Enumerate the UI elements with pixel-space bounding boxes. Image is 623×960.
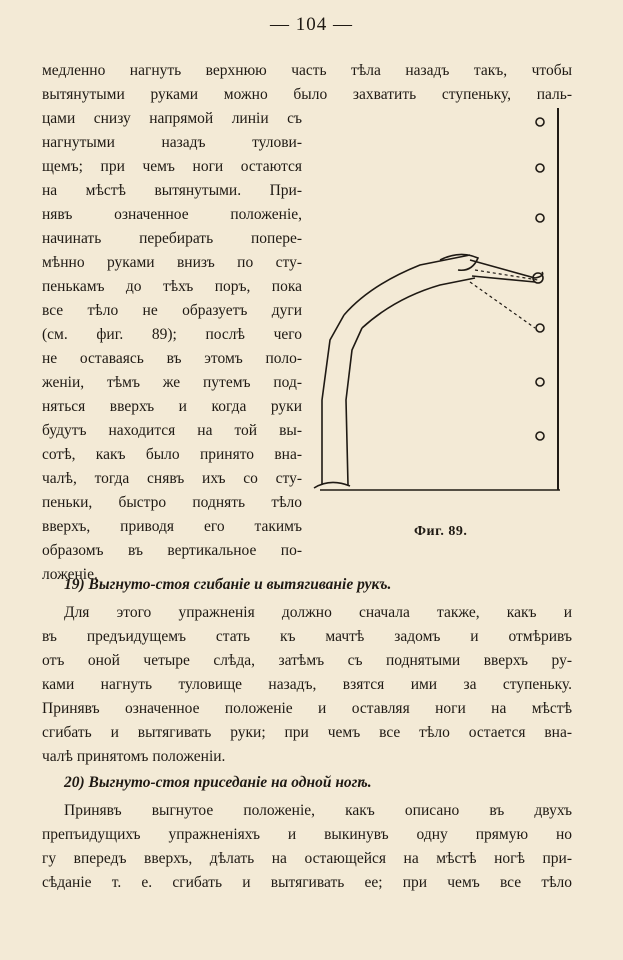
text-line: цами снизу напрямой линіи съ	[42, 110, 302, 127]
text-line: начинать перебирать попере-	[42, 230, 302, 247]
text-line: Принявъ означенное положеніе и оставляя ноги на мѣстѣ	[42, 700, 572, 717]
text-line: женіи, тѣмъ же путемъ под-	[42, 374, 302, 391]
text-line: сотѣ, какъ было принято вна-	[42, 446, 302, 463]
text-line: препъидущихъ упражненіяхъ и выкинувъ одну прямую но	[42, 826, 572, 843]
text-line: гу впередъ вверхъ, дѣлать на остающейся на мѣстѣ ногѣ при-	[42, 850, 572, 867]
text-line: вытянутыми руками можно было захватить ступеньку, паль-	[42, 86, 572, 103]
text-line: на мѣстѣ вытянутыми. При-	[42, 182, 302, 199]
text-line: няться вверхъ и когда руки	[42, 398, 302, 415]
text-line: пенькамъ до тѣхъ поръ, пока	[42, 278, 302, 295]
text-line: ложеніе.	[42, 566, 98, 583]
text-line: все тѣло не образуетъ дуги	[42, 302, 302, 319]
text-line: вверхъ, приводя его такимъ	[42, 518, 302, 535]
figure-caption: Фиг. 89.	[414, 524, 468, 539]
text-line: отъ оной четыре слѣда, затѣмъ съ поднятыми вверхъ ру-	[42, 652, 572, 669]
section-heading: 20) Выгнуто-стоя приседаніе на одной ногѣ.	[64, 774, 372, 791]
text-line: нявъ означенное положеніе,	[42, 206, 302, 223]
text-line: будутъ находится на той вы-	[42, 422, 302, 439]
text-line: чалѣ принятомъ положеніи.	[42, 748, 226, 765]
text-line: мѣнно руками внизъ по сту-	[42, 254, 302, 271]
text-line: образомъ въ вертикальное по-	[42, 542, 302, 559]
text-line: сѣданіе т. е. сгибать и вытягивать ее; при чемъ все тѣло	[42, 874, 572, 891]
page-number: — 104 —	[270, 14, 353, 35]
figure-89-illustration	[300, 100, 585, 500]
section-heading: 19) Выгнуто-стоя сгибаніе и вытягиваніе рукъ.	[64, 576, 392, 593]
text-line: не оставаясь въ этомъ поло-	[42, 350, 302, 367]
text-line: Для этого упражненія должно сначала также, какъ и	[64, 604, 572, 621]
text-line: чалѣ, тогда снявъ ихъ со сту-	[42, 470, 302, 487]
text-line: пеньки, быстро поднять тѣло	[42, 494, 302, 511]
text-line: (см. фиг. 89); послѣ чего	[42, 326, 302, 343]
text-line: сгибать и вытягивать руки; при чемъ все тѣло остается вна-	[42, 724, 572, 741]
text-line: щемъ; при чемъ ноги остаются	[42, 158, 302, 175]
text-line: нагнутыми назадъ тулови-	[42, 134, 302, 151]
text-line: Принявъ выгнутое положеніе, какъ описано въ двухъ	[64, 802, 572, 819]
text-line: медленно нагнуть верхнюю часть тѣла назадъ такъ, чтобы	[42, 62, 572, 79]
text-line: ками нагнуть туловище назадъ, взятся ими за ступеньку.	[42, 676, 572, 693]
text-line: въ предъидущемъ стать къ мачтѣ задомъ и отмѣривъ	[42, 628, 572, 645]
